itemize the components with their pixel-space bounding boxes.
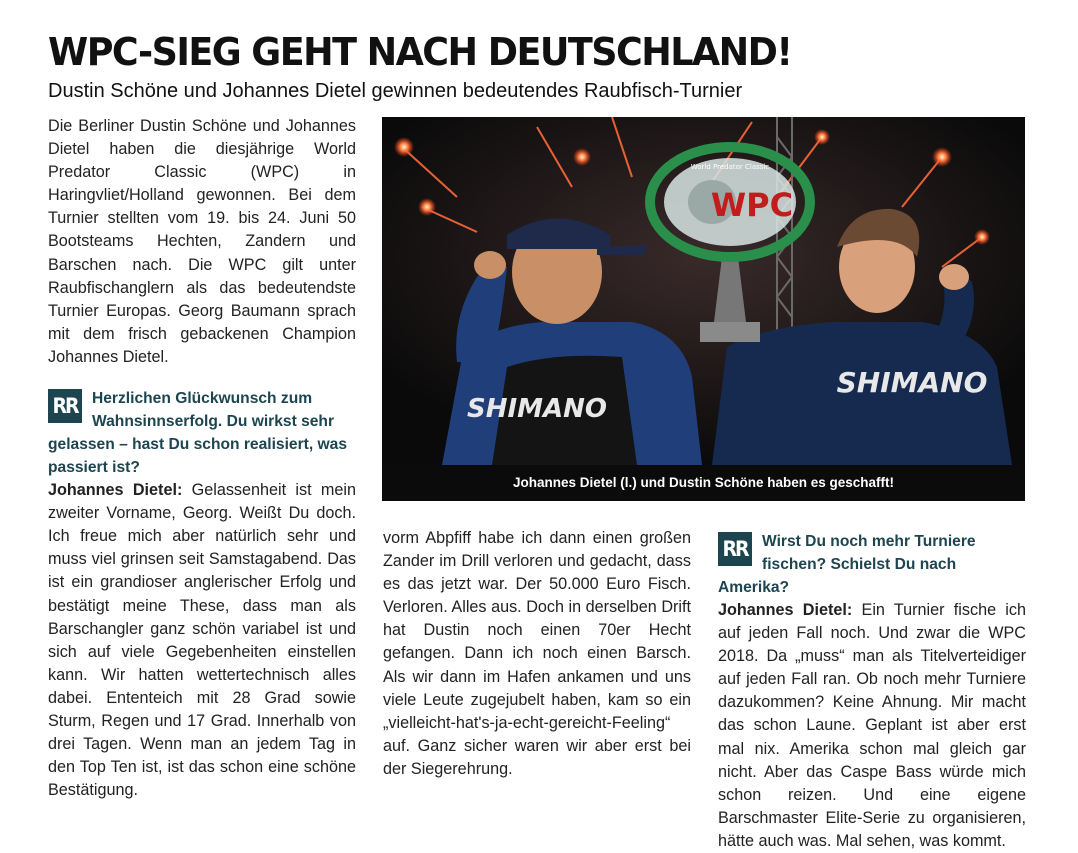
article-subheadline: Dustin Schöne und Johannes Dietel gewinnen bedeutendes Raubfisch-Turnier [48, 80, 743, 102]
trophy-ring-text: World Predator Classic [690, 163, 770, 171]
text-column-3 [718, 530, 1026, 853]
celebration-photo-illustration [382, 117, 1025, 465]
interview-badge: RR [48, 389, 82, 423]
article-headline: WPC-SIEG GEHT NACH DEUTSCHLAND! [48, 30, 792, 74]
winners-photo [382, 117, 1025, 501]
answer-2-paragraph [718, 599, 1026, 853]
answer-2-text: Ein Turnier fische ich auf jeden Fall noch. Und zwar die WPC 2018. Da „muss“ man als Titelverteidiger auf jeden Fall ran. Ob noch mehr Turniere dazukommen? Keine Ahnung. Mir macht das schon Laune. Geplant ist aber erst mal nix. Amerika schon mal gleich gar nicht. Aber das Caspe Bass würde mich schon reizen. Und eine eigene Barschmaster Elite-Serie zu organisieren, hätte auch was. Mal sehen, was kommt. [718, 601, 1027, 850]
answer-1-paragraph [48, 479, 356, 802]
interview-badge: RR [718, 532, 752, 566]
question-1-text: Herzlichen Glückwunsch zum Wahnsinnserfolg. Du wirkst sehr gelassen – hast Du schon realisiert, was passiert ist? [48, 390, 348, 477]
text-column-2 [383, 527, 691, 781]
intro-paragraph: Die Berliner Dustin Schöne und Johannes Dietel haben die diesjährige World Predator Classic (WPC) in Haringvliet/Holland gewonnen. Bei dem Turnier stellten vom 19. bis 24. Juni 50 Bootsteams Hechten, Zandern und Barschen nach. Die WPC gilt unter Raubfischanglern als das bedeutendste Turnier Europas. Georg Baumann sprach mit dem frisch gebackenen Champion Johannes Dietel. [48, 117, 356, 366]
trophy-label: WPC [710, 186, 794, 224]
interview-question-1 [48, 387, 356, 479]
speaker-label: Johannes Dietel: [718, 601, 853, 619]
jersey-logo-left: SHIMANO [466, 394, 608, 424]
speaker-label: Johannes Dietel: [48, 481, 183, 500]
question-2-text: Wirst Du noch mehr Turniere fischen? Schielst Du nach Amerika? [718, 533, 976, 596]
answer-1-text: Gelassenheit ist mein zweiter Vorname, Georg. Weißt Du doch. Ich freue mich aber natürlich sehr und muss viel grinsen seit Samstagabend. Das ist ein grandioser anglerischer Erfolg und bestätigt meine These, dass man als Barschangler ganz schön variabel ist und sich auf viele Gegebenheiten einstellen kann. Wir hatten wettertechnisch alles dabei. Ententeich mit 28 Grad sowie Sturm, Regen und 17 Grad. Innerhalb von drei Tagen. Wenn man an jedem Tag in den Top Ten ist, ist das schon eine schöne Bestätigung. [48, 481, 356, 800]
interview-question-2 [718, 530, 1026, 599]
answer-1-continued: vorm Abpfiff habe ich dann einen großen Zander im Drill verloren und gedacht, dass es das jetzt war. Der 50.000 Euro Fisch. Verloren. Alles aus. Doch in derselben Drift hat Dustin noch einen 70er Hecht gefangen. Dann ich noch einen Barsch. Als wir dann im Hafen ankamen und uns viele Leute zugejubelt haben, kam so ein „vielleicht-hat's-ja-echt-gereicht-Feeling“ auf. Ganz sicher waren wir aber erst bei der Siegerehrung. [383, 529, 691, 778]
jersey-logo-right: SHIMANO [836, 366, 988, 399]
text-column-1 [48, 115, 356, 802]
photo-caption: Johannes Dietel (l.) und Dustin Schöne haben es geschafft! [382, 465, 1025, 501]
